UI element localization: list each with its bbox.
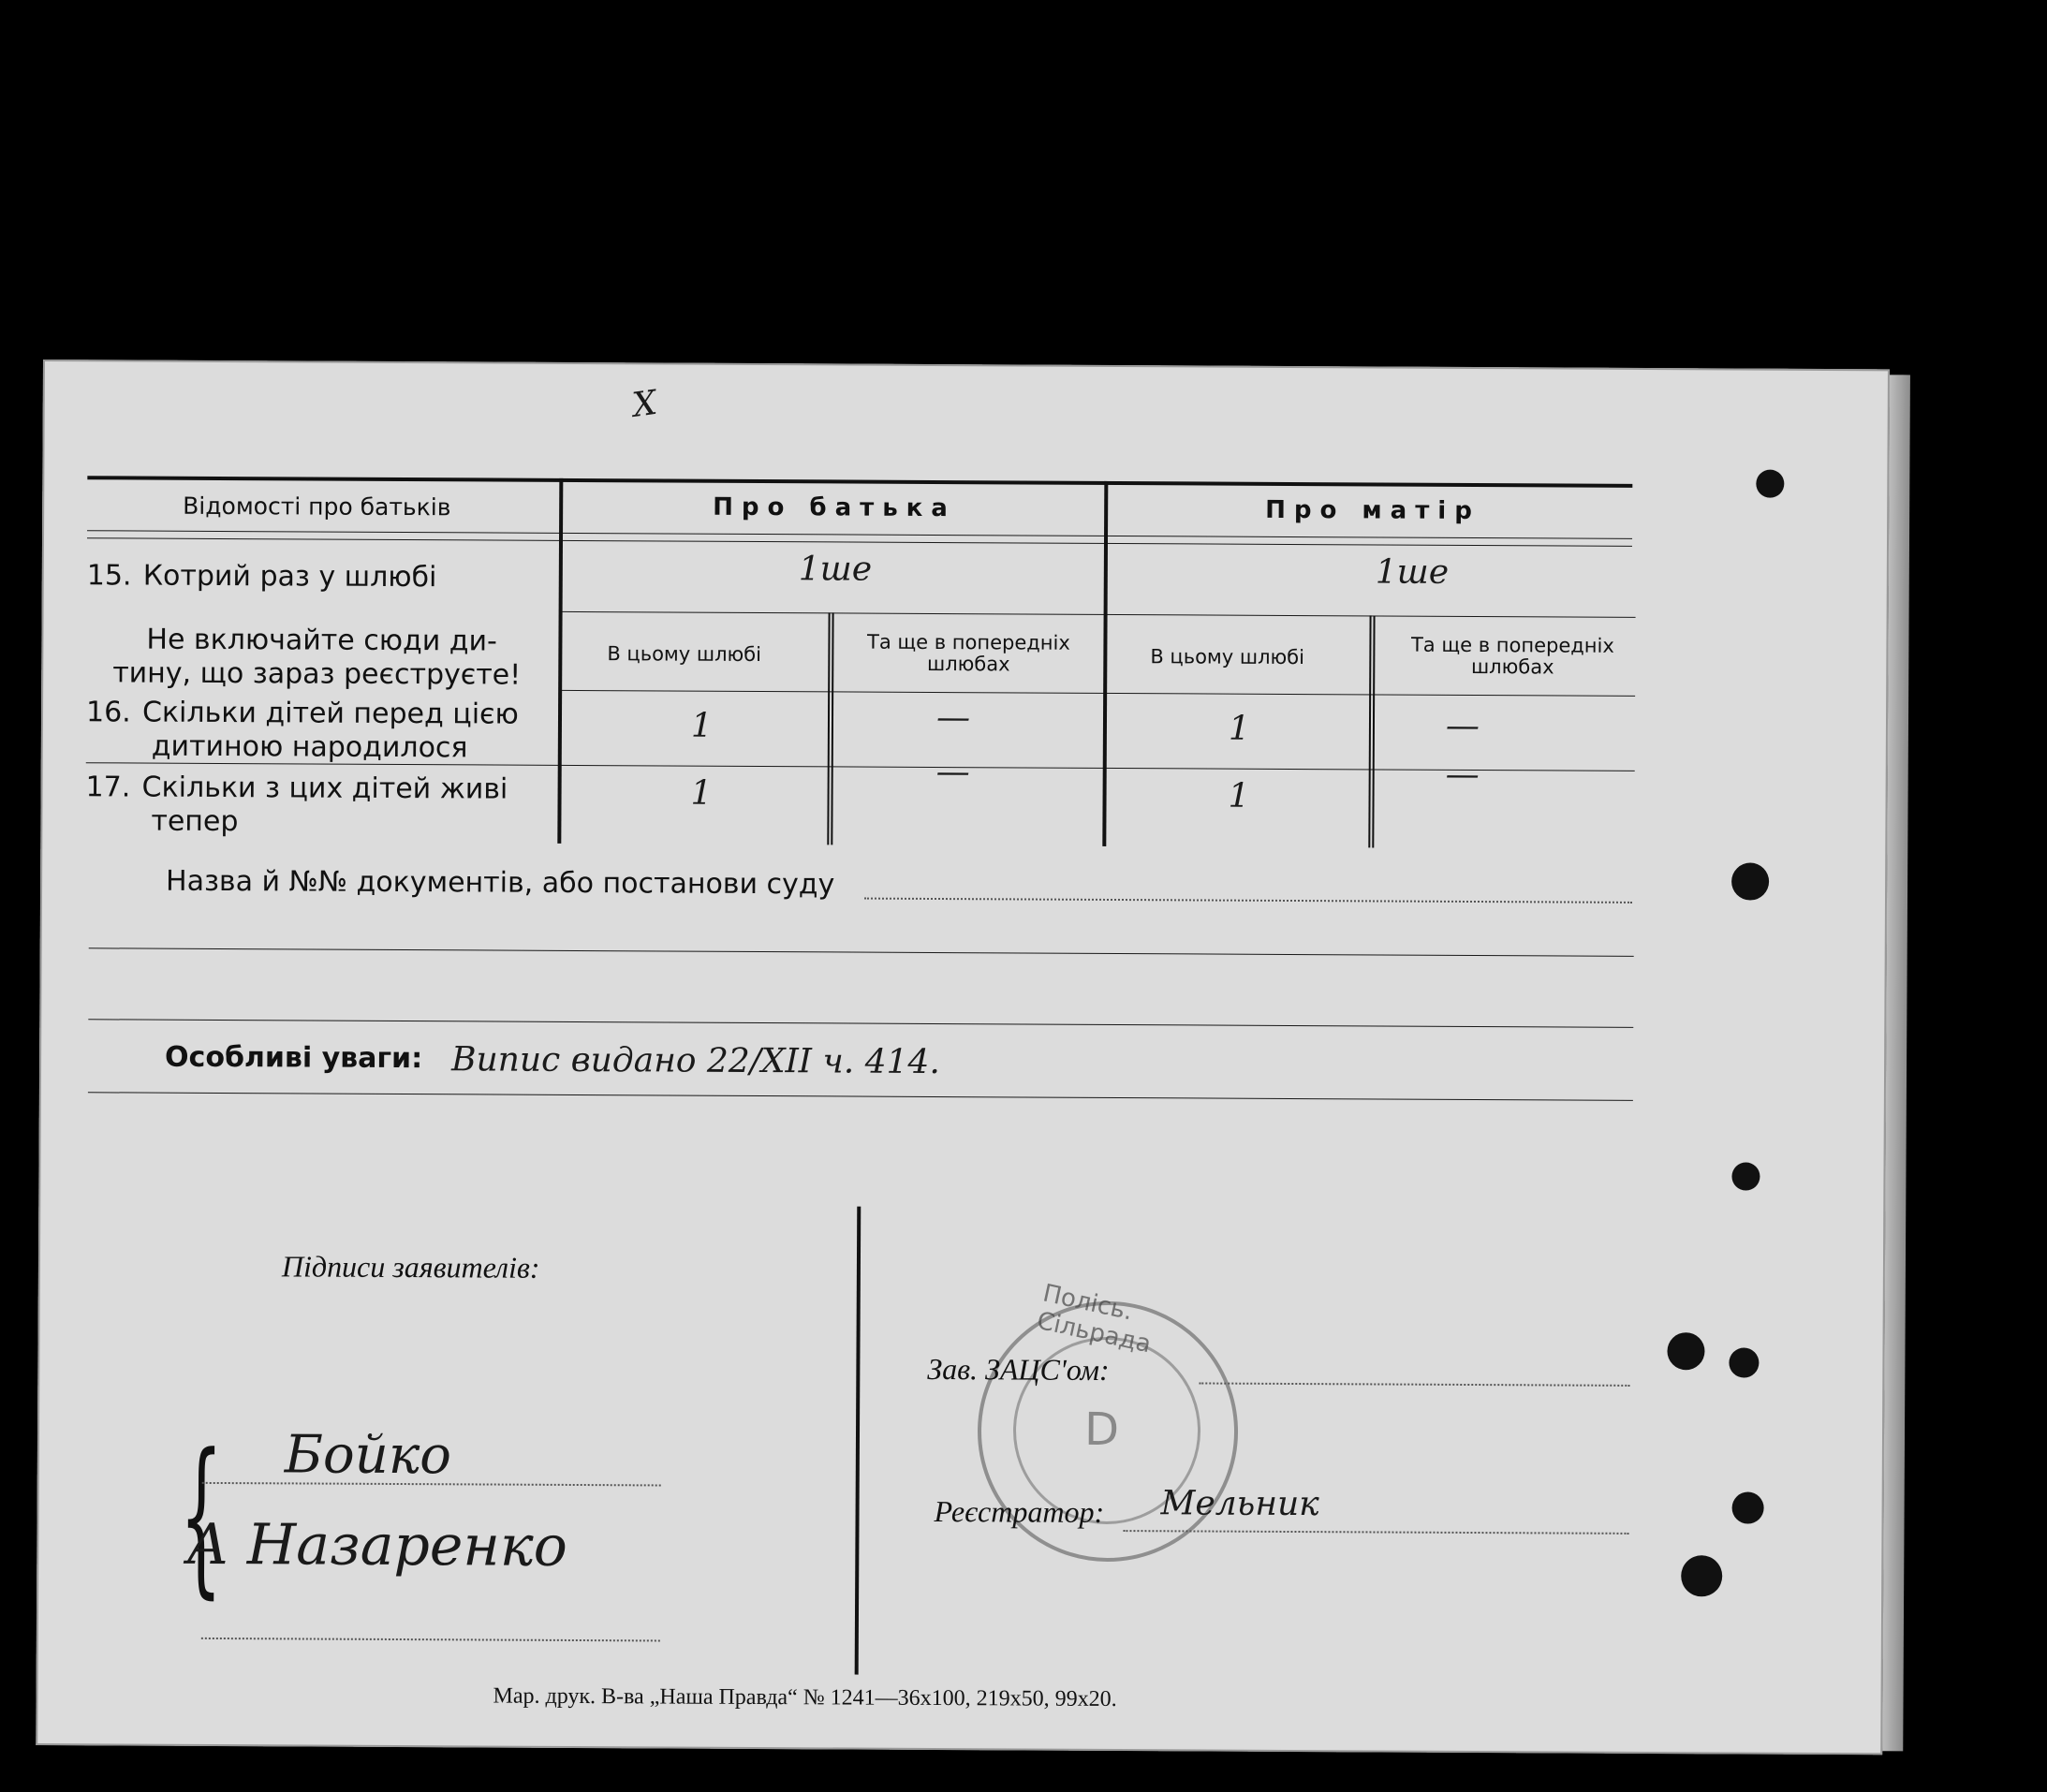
remarks-value: Випис видано 22/XII ч. 414. bbox=[450, 1040, 940, 1082]
row17-number: 17. bbox=[85, 771, 131, 804]
applicants-brace: { bbox=[179, 1417, 224, 1615]
table-top-border bbox=[87, 476, 1632, 488]
table-row16-border bbox=[86, 762, 1635, 771]
punch-hole-2 bbox=[1731, 862, 1769, 900]
punch-hole-5 bbox=[1729, 1347, 1759, 1377]
punch-hole-6 bbox=[1732, 1491, 1764, 1523]
row17-father-prev: — bbox=[935, 752, 970, 792]
row15-number: 15. bbox=[86, 559, 132, 593]
row17-label-line1: Скільки з цих дітей живі bbox=[141, 771, 508, 806]
row16-label-line2: дитиною народилося bbox=[151, 729, 468, 765]
table-header-border-2 bbox=[87, 537, 1632, 547]
paper-edge bbox=[1882, 375, 1910, 1751]
form-sheet bbox=[36, 360, 1890, 1755]
row15-label: Котрий раз у шлюбі bbox=[142, 559, 437, 595]
head-of-office-label: Зав. ЗАЦС'ом: bbox=[927, 1351, 1110, 1387]
applicants-label: Підписи заявителів: bbox=[281, 1249, 540, 1285]
subheader-father-previous bbox=[852, 632, 1084, 676]
subheader-father-previous-line2: шлюбах bbox=[926, 653, 1010, 676]
row15-father-value: 1ше bbox=[798, 550, 873, 589]
top-handwritten-mark: X bbox=[630, 383, 660, 425]
subheader-mother-previous-line1: Та ще в попередніх bbox=[1410, 633, 1614, 657]
registrar-signature: Мельник bbox=[1160, 1484, 1319, 1524]
table-vline-father-split bbox=[827, 612, 833, 845]
documents-line-1 bbox=[864, 898, 1632, 903]
printer-footer: Мар. друк. В-ва „Наша Правда“ № 1241—36х100, 219х50, 99х20. bbox=[493, 1683, 1117, 1712]
table-header-border-1 bbox=[87, 530, 1632, 539]
row16-label-line1: Скільки дітей перед цією bbox=[141, 696, 519, 731]
row15-mother-value: 1ше bbox=[1375, 552, 1450, 592]
row16-father-this: 1 bbox=[690, 706, 713, 745]
note-line2: тину, що зараз реєструєте! bbox=[112, 656, 522, 692]
table-vline-mother-split bbox=[1368, 615, 1375, 847]
row16-father-prev: — bbox=[935, 698, 971, 738]
documents-label: Назва й №№ документів, або постанови суду bbox=[165, 864, 835, 902]
remarks-line bbox=[88, 1092, 1633, 1101]
documents-line-2 bbox=[89, 947, 1634, 957]
row16-number: 16. bbox=[85, 696, 131, 729]
table-subheader-border bbox=[560, 690, 1635, 697]
punch-hole-4 bbox=[1667, 1332, 1704, 1370]
header-about-mother: Про матір bbox=[1265, 495, 1480, 526]
header-about-father: Про батька bbox=[713, 492, 956, 523]
documents-line-3 bbox=[88, 1019, 1633, 1028]
subheader-mother-previous-line2: шлюбах bbox=[1470, 655, 1554, 679]
subheader-mother-this: В цьому шлюбі bbox=[1150, 645, 1305, 669]
table-vline-1 bbox=[557, 478, 563, 844]
row17-mother-this: 1 bbox=[1228, 776, 1250, 815]
signature-divider bbox=[855, 1207, 862, 1675]
applicant2-signature: А Назаренко bbox=[186, 1511, 568, 1579]
subheader-father-previous-line1: Та ще в попередніх bbox=[866, 630, 1070, 654]
stamp-text: Полісь. Сільрада bbox=[1034, 1279, 1154, 1359]
table-vline-2 bbox=[1102, 481, 1108, 846]
head-of-office-line bbox=[1199, 1382, 1629, 1386]
remarks-label: Особливі уваги: bbox=[165, 1040, 423, 1076]
header-parents-info: Відомості про батьків bbox=[183, 492, 451, 521]
row17-label-line2: тепер bbox=[151, 804, 239, 839]
stamp-emblem: D bbox=[1083, 1403, 1120, 1457]
table-row15-border bbox=[561, 611, 1636, 618]
row17-father-this: 1 bbox=[690, 773, 713, 813]
applicant1-signature: Бойко bbox=[284, 1424, 452, 1487]
row17-mother-prev: — bbox=[1445, 755, 1480, 795]
subheader-mother-previous bbox=[1395, 635, 1629, 679]
applicant-blank-line bbox=[201, 1638, 660, 1642]
note-line1: Не включайте сюди ди- bbox=[146, 623, 497, 658]
registrar-line bbox=[1123, 1530, 1628, 1535]
subheader-father-this: В цьому шлюбі bbox=[607, 642, 762, 667]
registrar-label: Реєстратор: bbox=[934, 1493, 1105, 1529]
punch-hole-7 bbox=[1681, 1555, 1722, 1596]
punch-hole-1 bbox=[1756, 470, 1784, 498]
row16-mother-prev: — bbox=[1445, 706, 1480, 746]
punch-hole-3 bbox=[1731, 1162, 1760, 1190]
row16-mother-this: 1 bbox=[1228, 709, 1250, 748]
